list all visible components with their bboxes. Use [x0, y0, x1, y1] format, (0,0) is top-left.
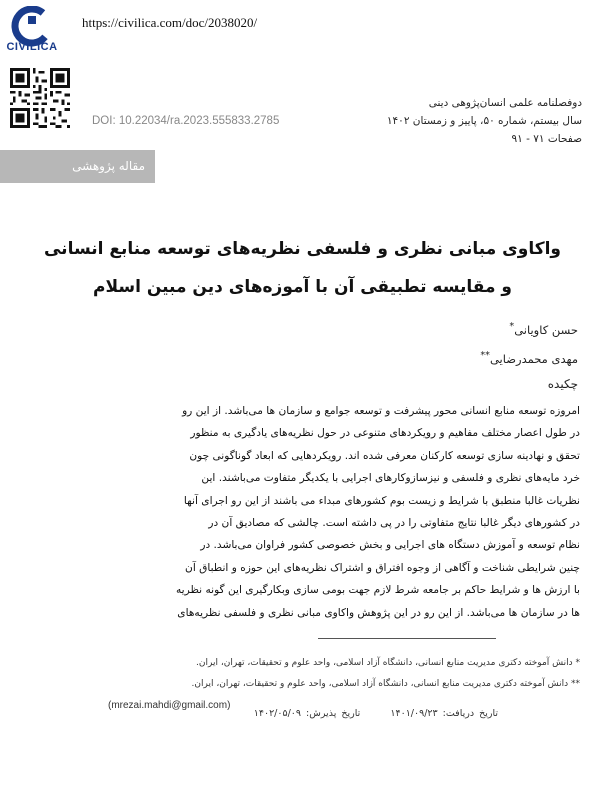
journal-info	[300, 94, 582, 148]
author-2	[200, 343, 578, 372]
author-email: (mrezai.mahdi@gmail.com)	[108, 700, 231, 711]
abstract-line: نظریات غالبا منطبق با شرایط و زیست بوم کشورهای مبداء می باشند از این رو اجرای آنها	[183, 494, 580, 507]
author-name: مهدی محمدرضایی	[489, 351, 578, 366]
footnote-2: ** دانش آموخته دکتری مدیریت منابع انسانی، دانشگاه آزاد اسلامی، واحد علوم و تحقیقات، تهران، ایران.	[191, 679, 580, 689]
received-date: تاریخ دریافت: ۱۴۰۱/۰۹/۲۳	[390, 708, 498, 719]
abstract-line: در طول اعصار مختلف مفاهیم و رویکردهای متنوعی در حول نظریه‌های یادگیری به منظور	[190, 427, 580, 440]
abstract-line: در کشورهای دیگر غالبا نتایج متفاوتی را در پی داشته است. چالشی که مصادیق آن در	[208, 517, 580, 530]
document-url[interactable]: https://civilica.com/doc/2038020/	[82, 15, 258, 30]
footnote-divider	[318, 638, 496, 639]
abstract-line: نظام توسعه و آموزش دستگاه های اجرایی و بخش خصوصی کشور فراوان می‌باشد. در	[200, 539, 580, 552]
journal-name: دوفصلنامه علمی انسان‌پژوهی دینی	[428, 97, 582, 109]
abstract-line: خرد مایه‌های نظری و فلسفی و نیزسازوکارهای اجرایی با یکدیگر متفاوت می‌باشند. این	[201, 472, 580, 485]
title-line-2: و مقایسه تطبیقی آن با آموزه‌های دین مبین اسلام	[92, 277, 512, 297]
qr-code-icon	[10, 68, 70, 128]
article-title	[30, 230, 575, 306]
author-mark: **	[480, 349, 490, 361]
abstract-heading: چکیده	[547, 377, 578, 391]
accepted-date: تاریخ پذیرش: ۱۴۰۲/۰۵/۰۹	[253, 708, 361, 719]
authors	[200, 314, 578, 372]
author-name: حسن کاویانی	[514, 322, 578, 337]
abstract-line: با ارزش ها و شرایط حاکم بر جامعه شرط لازم جهت بومی سازی وبکارگیری این گونه نظریه	[175, 584, 580, 597]
journal-issue: سال بیستم، شماره ۵۰، پاییز و زمستان ۱۴۰۲	[386, 115, 582, 127]
abstract-line: تحقق و نهادینه سازی توسعه کارکنان معرفی شده اند. رویکردهایی که ابعاد گوناگونی چون	[189, 449, 580, 462]
abstract-line: چنین شرایطی شناخت و آگاهی از وجوه افتراق و اشتراک نظریه‌های این حوزه و انطباق آن	[185, 561, 580, 574]
footnotes	[20, 653, 580, 716]
article-type-label: مقاله پژوهشی	[72, 159, 145, 173]
logo-text: CIVILICA	[6, 41, 58, 53]
footnote-1: * دانش آموخته دکتری مدیریت منابع انسانی، دانشگاه آزاد اسلامی، واحد علوم و تحقیقات، تهران، ایران.	[196, 658, 580, 668]
abstract-line: امروزه توسعه منابع انسانی محور پیشرفت و توسعه جوامع و سازمان ها می‌باشد. از این رو	[182, 405, 580, 417]
title-line-1: واکاوی مبانی نظری و فلسفی نظریه‌های توسعه منابع انسانی	[43, 239, 561, 259]
author-1	[200, 314, 578, 343]
author-mark: *	[509, 321, 515, 332]
doi-text: DOI: 10.22034/ra.2023.555833.2785	[92, 115, 280, 127]
dates	[20, 708, 498, 719]
abstract-body	[18, 400, 580, 624]
abstract-line: ها در سازمان ها می‌باشد. از این رو در این پژوهش واکاوی مبانی نظری و فلسفی نظریه‌های	[177, 606, 580, 619]
journal-pages: صفحات ۷۱ - ۹۱	[511, 133, 582, 145]
